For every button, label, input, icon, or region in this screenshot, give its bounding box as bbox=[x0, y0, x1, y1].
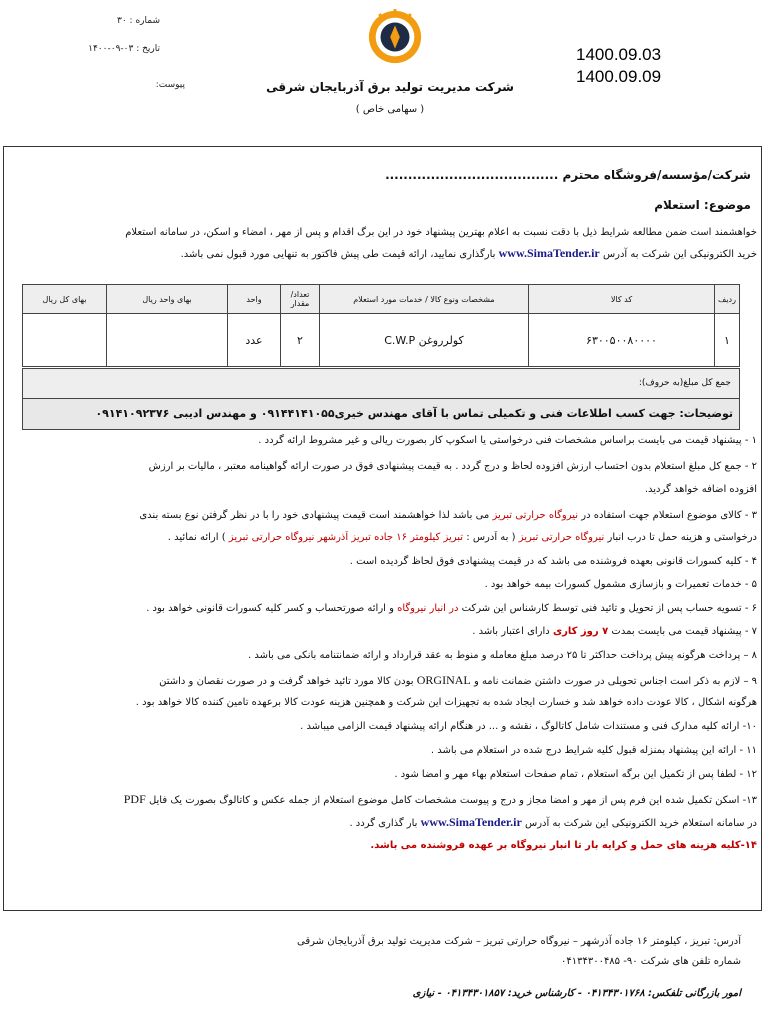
condition-3b: درخواستی و هزینه حمل تا درب انبار نیروگاه حرارتی تبریز ( به آدرس : تبریز کیلومتر ۱۶ جاده تبریز آذرشهر نیروگاه حرارتی تبریز ) ارائه نمائید . bbox=[167, 532, 757, 543]
table-row bbox=[23, 314, 740, 367]
col-index: ردیف bbox=[715, 285, 740, 314]
stamp-date-2: 1400.09.09 bbox=[576, 67, 662, 86]
letter-attachment: پیوست: bbox=[155, 80, 185, 90]
row-total-price[interactable] bbox=[23, 314, 107, 367]
row-code: ۶۳۰۰۵۰۰۸۰۰۰۰ bbox=[529, 314, 715, 367]
row-description: کولرروغن C.W.P bbox=[320, 314, 529, 367]
table-header-row bbox=[23, 285, 740, 314]
row-index: ۱ bbox=[715, 314, 740, 367]
sum-in-words-row bbox=[22, 368, 740, 400]
footer-address: آدرس: تبریز ، کیلومتر ۱۶ جاده آذرشهر – نیروگاه حرارتی تبریز – شرکت مدیریت تولید برق آذربایجان شرقی bbox=[297, 936, 741, 947]
condition-5: ۵ - خدمات تعمیرات و بازسازی مشمول کسورات بیمه خواهد بود . bbox=[484, 579, 757, 590]
row-qty: ۲ bbox=[281, 314, 320, 367]
company-name: شرکت مدیریت تولید برق آذربایجان شرقی bbox=[266, 80, 514, 94]
col-code: کد کالا bbox=[529, 285, 715, 314]
col-unit: واحد bbox=[228, 285, 281, 314]
row-unit-price[interactable] bbox=[107, 314, 228, 367]
condition-10: ۱۰- ارائه کلیه مدارک فنی و مستندات شامل کاتالوگ ، نقشه و ... در هنگام ارائه پیشنهاد قیمت الزامی میباشد . bbox=[300, 721, 757, 732]
simatender-link[interactable]: www.SimaTender.ir bbox=[498, 246, 600, 260]
condition-8: ۸ – پرداخت هرگونه پیش پرداخت حداکثر تا ۲۵ درصد مبلغ معامله و منوط به عقد قرارداد و ارائه ضمانتنامه بانکی می باشد . bbox=[247, 650, 757, 661]
intro-line-1: خواهشمند است ضمن مطالعه شرایط ذیل با دقت نسبت به اعلام بهترین پیشنهاد خود در این برگ اقدام و پس از مهر ، امضاء و اسکن، در سامانه استعلام bbox=[125, 227, 757, 238]
row-unit: عدد bbox=[228, 314, 281, 367]
condition-6: ۶ - تسویه حساب پس از تحویل و تائید فنی توسط کارشناس این شرکت در انبار نیروگاه و ارائه صورتحساب و کسر کلیه کسورات قانونی خواهد بود . bbox=[146, 603, 757, 614]
addressee-line: شرکت/مؤسسه/فروشگاه محترم ...................................... bbox=[385, 168, 751, 182]
condition-2a: ۲ - جمع کل مبلغ استعلام بدون احتساب ارزش افزوده لحاظ و درج گردد . به قیمت پیشنهادی فوق در صورت ارائه گواهینامه معتبر ، مالیات بر ارزش bbox=[148, 461, 757, 472]
company-logo-icon bbox=[366, 8, 424, 66]
letter-date: تاریخ : ۰۳-۰۹-۱۴۰۰ bbox=[88, 44, 160, 54]
company-type: ( سهامی خاص ) bbox=[355, 104, 425, 115]
condition-1: ۱ - پیشنهاد قیمت می بایست براساس مشخصات فنی درخواستی یا اسکوپ کار بصورت ریالی و غیر مشروط ارائه گردد . bbox=[258, 435, 757, 446]
inquiry-items-table bbox=[22, 284, 740, 367]
condition-4: ۴ - کلیه کسورات قانونی بعهده فروشنده می باشد که در قیمت پیشنهادی فوق لحاظ گردیده است . bbox=[349, 556, 757, 567]
footer bbox=[0, 924, 765, 1021]
col-unit-price: بهای واحد ریال bbox=[107, 285, 228, 314]
footer-phone: شماره تلفن های شرکت ۹۰- ۰۴۱۳۴۳۰۰۴۸۵ bbox=[560, 956, 741, 967]
notes-text: توضیحات: جهت کسب اطلاعات فنی و تکمیلی تماس با آقای مهندس خیری۰۹۱۴۴۱۴۱۰۵۵ و مهندس ادیبی ۰۹۱۴۱۰۹۲۳۷۶ bbox=[95, 407, 733, 420]
stamp-date-1: 1400.09.03 bbox=[576, 45, 662, 64]
notes-row bbox=[22, 398, 740, 430]
condition-9a: ۹ – لازم به ذکر است اجناس تحویلی در صورت داشتن ضمانت نامه و ORGINAL بودن کالا مورد تائید خواهد گرفت و در صورت نقصان و داشتن bbox=[159, 673, 757, 687]
footer-contact: امور بازرگانی تلفکس: ۰۴۱۳۴۳۰۱۷۶۸ - کارشناس خرید: ۰۴۱۳۴۳۰۱۸۵۷ - نیازی bbox=[412, 988, 741, 999]
simatender-link-2[interactable]: www.SimaTender.ir bbox=[420, 815, 522, 829]
condition-2b: افزوده اضافه خواهد گردید. bbox=[644, 484, 757, 495]
col-total-price: بهای کل ریال bbox=[23, 285, 107, 314]
condition-13a: ۱۳- اسکن تکمیل شده این فرم پس از مهر و امضا مجاز و درج و پیوست مشخصات کامل موضوع استعلام از جمله عکس و کاتالوگ بصورت یک فایل PDF bbox=[123, 792, 757, 806]
col-qty: تعداد/ مقدار bbox=[281, 285, 320, 314]
sum-label: جمع کل مبلغ(به حروف): bbox=[638, 378, 731, 388]
letter-number: شماره : ۳۰ bbox=[117, 16, 160, 26]
intro-line-2: خرید الکترونیکی این شرکت به آدرس www.SimaTender.ir بارگذاری نمایید، ارائه قیمت طی پیش فاکتور به تنهایی مورد قبول نمی باشد. bbox=[180, 246, 757, 260]
condition-9b: هرگونه اشکال ، کالا عودت داده خواهد شد و خسارت ایجاد شده به تجهیزات این شرکت و همچنین هزینه عودت کالا برعهده تامین کننده کالا خواهد بود . bbox=[135, 697, 757, 708]
condition-13b: در سامانه استعلام خرید الکترونیکی این شرکت به آدرس www.SimaTender.ir بار گذاری گردد . bbox=[349, 815, 757, 829]
condition-11: ۱۱ - ارائه این پیشنهاد بمنزله قبول کلیه شرایط درج شده در استعلام می باشد . bbox=[430, 745, 757, 756]
col-description: مشخصات ونوع کالا / خدمات مورد استعلام bbox=[320, 285, 529, 314]
condition-7: ۷ - پیشنهاد قیمت می بایست بمدت ۷ روز کاری دارای اعتبار باشد . bbox=[472, 626, 757, 637]
subject-line: موضوع: استعلام bbox=[654, 198, 751, 212]
letterhead bbox=[0, 0, 765, 140]
condition-14: ۱۴-کلیه هزینه های حمل و کرایه بار تا انبار نیروگاه بر عهده فروشنده می باشد. bbox=[370, 840, 757, 851]
condition-12: ۱۲ - لطفا پس از تکمیل این برگه استعلام ، تمام صفحات استعلام بهاء مهر و امضا شود . bbox=[394, 769, 757, 780]
condition-3a: ۳ - کالای موضوع استعلام جهت استفاده در نیروگاه حرارتی تبریز می باشد لذا خواهشمند است قیمت پیشنهادی خود را با در نظر گرفتن نوع بسته بندی bbox=[139, 510, 757, 521]
